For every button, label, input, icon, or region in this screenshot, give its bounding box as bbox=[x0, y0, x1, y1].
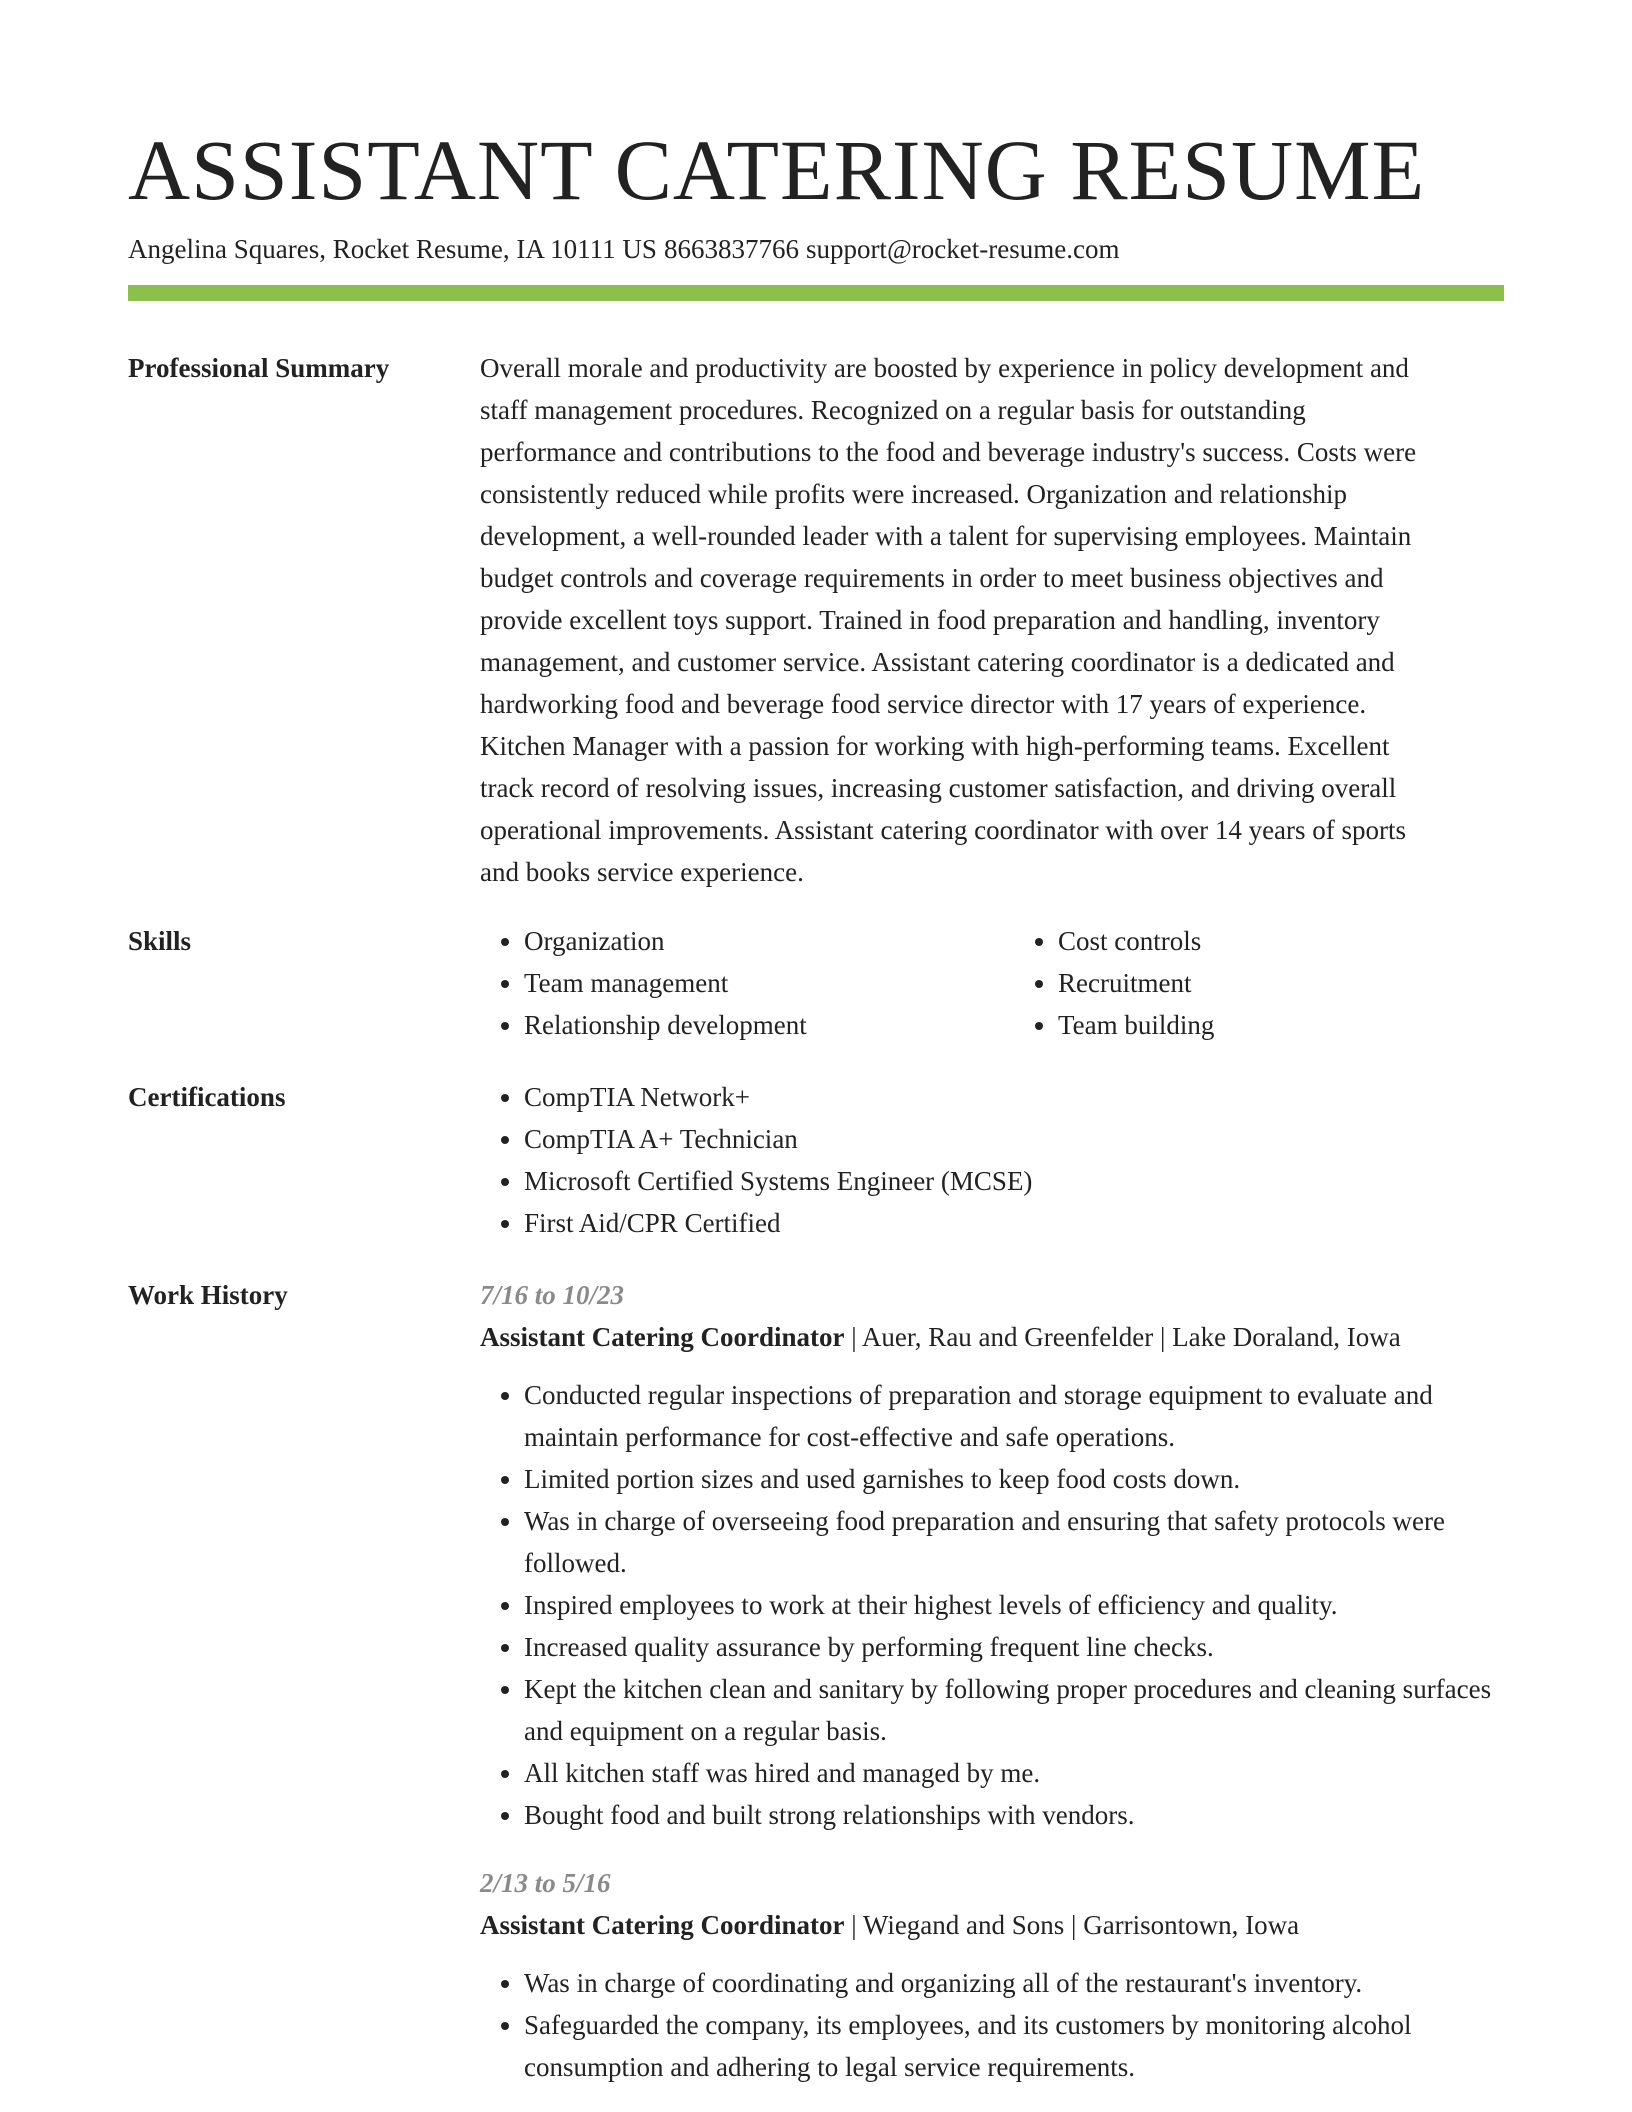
skills-column-1 bbox=[480, 920, 970, 1046]
header-divider bbox=[128, 285, 1504, 301]
list-item: • Team building bbox=[1058, 1004, 1504, 1046]
job-bullets bbox=[480, 1962, 1504, 2088]
summary-line: development, a well-rounded leader with a talent for supervising employees. Maintain bbox=[480, 521, 1412, 551]
section-label-certifications: Certifications bbox=[128, 1082, 286, 1112]
list-item: • All kitchen staff was hired and managed by me. bbox=[524, 1752, 1504, 1794]
summary-line: management, and customer service. Assistant catering coordinator is a dedicated and bbox=[480, 647, 1395, 677]
list-item: • Relationship development bbox=[524, 1004, 970, 1046]
job-heading bbox=[480, 1904, 1504, 1946]
summary-line: performance and contributions to the food and beverage industry's success. Costs were bbox=[480, 437, 1417, 467]
summary-line: consistently reduced while profits were increased. Organization and relationship bbox=[480, 479, 1347, 509]
list-item: • Increased quality assurance by performing frequent line checks. bbox=[524, 1626, 1504, 1668]
job-dates: 7/16 to 10/23 bbox=[480, 1280, 625, 1310]
summary-line: Kitchen Manager with a passion for working with high-performing teams. Excellent bbox=[480, 731, 1390, 761]
list-item: • Microsoft Certified Systems Engineer (MCSE) bbox=[524, 1160, 1504, 1202]
list-item: • Was in charge of overseeing food preparation and ensuring that safety protocols were followed. bbox=[524, 1500, 1504, 1584]
resume-title: ASSISTANT CATERING RESUME bbox=[128, 122, 1426, 218]
list-item: • Was in charge of coordinating and organizing all of the restaurant's inventory. bbox=[524, 1962, 1504, 2004]
job-heading bbox=[480, 1316, 1504, 1358]
job-title: Assistant Catering Coordinator bbox=[480, 1322, 845, 1352]
section-label-work-history: Work History bbox=[128, 1280, 288, 1310]
certifications-list bbox=[480, 1076, 1504, 1244]
summary-body bbox=[480, 347, 1504, 893]
contact-phone: 8663837766 bbox=[663, 234, 799, 264]
list-item: • Organization bbox=[524, 920, 970, 962]
list-item: • Limited portion sizes and used garnishes to keep food costs down. bbox=[524, 1458, 1504, 1500]
skills-column-2 bbox=[1014, 920, 1504, 1046]
list-item: • Recruitment bbox=[1058, 962, 1504, 1004]
job-title: Assistant Catering Coordinator bbox=[480, 1910, 845, 1940]
section-label-summary: Professional Summary bbox=[128, 353, 390, 383]
list-item: • Conducted regular inspections of preparation and storage equipment to evaluate and maintain performance for cost-effective and safe operations. bbox=[524, 1374, 1504, 1458]
list-item: • Bought food and built strong relationships with vendors. bbox=[524, 1794, 1504, 1836]
list-item: • CompTIA Network+ bbox=[524, 1076, 1504, 1118]
list-item: • Safeguarded the company, its employees, and its customers by monitoring alcohol consumption and adhering to legal service requirements. bbox=[524, 2004, 1504, 2088]
job-dates: 2/13 to 5/16 bbox=[480, 1868, 611, 1898]
summary-line: budget controls and coverage requirements in order to meet business objectives and bbox=[480, 563, 1384, 593]
summary-line: track record of resolving issues, increasing customer satisfaction, and driving overall bbox=[480, 773, 1397, 803]
list-item: • First Aid/CPR Certified bbox=[524, 1202, 1504, 1244]
summary-line: and books service experience. bbox=[480, 857, 804, 887]
skills-body bbox=[480, 920, 1504, 1046]
job-employer-location: | Wiegand and Sons | Garrisontown, Iowa bbox=[844, 1910, 1300, 1940]
section-label-skills: Skills bbox=[128, 926, 192, 956]
list-item: • Kept the kitchen clean and sanitary by following proper procedures and cleaning surfaces and equipment on a regular basis. bbox=[524, 1668, 1504, 1752]
list-item: • Team management bbox=[524, 962, 970, 1004]
contact-address: Angelina Squares, Rocket Resume, IA 10111 US bbox=[128, 234, 657, 264]
certifications-body bbox=[480, 1076, 1504, 1244]
list-item: • Inspired employees to work at their highest levels of efficiency and quality. bbox=[524, 1584, 1504, 1626]
summary-line: Overall morale and productivity are boosted by experience in policy development and bbox=[480, 353, 1409, 383]
summary-line: operational improvements. Assistant catering coordinator with over 14 years of sports bbox=[480, 815, 1407, 845]
job-bullets bbox=[480, 1374, 1504, 1836]
summary-line: provide excellent toys support. Trained in food preparation and handling, inventory bbox=[480, 605, 1380, 635]
list-item: • Cost controls bbox=[1058, 920, 1504, 962]
contact-email[interactable]: support@rocket-resume.com bbox=[805, 234, 1120, 264]
job-employer-location: | Auer, Rau and Greenfelder | Lake Doraland, Iowa bbox=[844, 1322, 1401, 1352]
skills-grid bbox=[480, 920, 1504, 1046]
contact-line bbox=[128, 230, 1119, 268]
summary-line: staff management procedures. Recognized on a regular basis for outstanding bbox=[480, 395, 1306, 425]
job-entry bbox=[480, 1862, 1504, 2088]
summary-text bbox=[480, 347, 1504, 893]
summary-line: hardworking food and beverage food service director with 17 years of experience. bbox=[480, 689, 1367, 719]
job-entry bbox=[480, 1274, 1504, 1836]
list-item: • CompTIA A+ Technician bbox=[524, 1118, 1504, 1160]
